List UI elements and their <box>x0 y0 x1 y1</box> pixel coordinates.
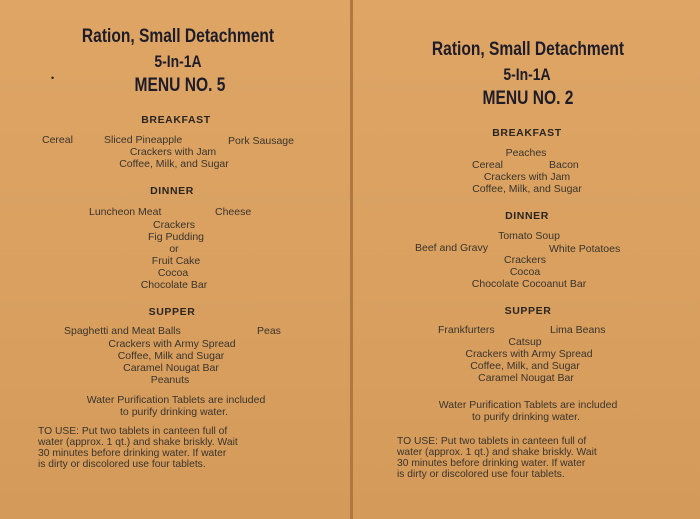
dinner-item: or <box>169 243 179 255</box>
supper-item: Frankfurters <box>438 324 495 336</box>
supper-item: Peanuts <box>150 374 190 386</box>
instructions-line: is dirty or discolored use four tablets. <box>38 459 206 470</box>
instructions-line: TO USE: Put two tablets in canteen full of <box>38 426 228 437</box>
bullet-mark: • <box>51 73 55 83</box>
dinner-item: Luncheon Meat <box>89 206 162 218</box>
breakfast-item: Pork Sausage <box>228 135 294 147</box>
menu-number: MENU NO. 5 <box>134 75 226 96</box>
instructions-line: water (approx. 1 qt.) and shake briskly. Wait <box>38 437 238 448</box>
dinner-item: Beef and Gravy <box>415 242 488 254</box>
water-note: to purify drinking water. <box>472 411 580 423</box>
instructions-line: 30 minutes before drinking water. If water <box>397 458 586 469</box>
menu-number: MENU NO. 2 <box>482 88 574 109</box>
supper-heading: SUPPER <box>504 305 552 317</box>
breakfast-item: Coffee, Milk, and Sugar <box>472 183 582 195</box>
supper-item: Caramel Nougat Bar <box>478 372 574 384</box>
ration-title: Ration, Small Detachment <box>81 26 275 47</box>
dinner-heading: DINNER <box>505 210 549 222</box>
ration-subtitle: 5-In-1A <box>503 65 551 84</box>
supper-item: Lima Beans <box>550 324 606 336</box>
breakfast-item: Bacon <box>549 159 579 171</box>
supper-item: Spaghetti and Meat Balls <box>64 325 181 337</box>
instructions-line: TO USE: Put two tablets in canteen full of <box>397 436 587 447</box>
instructions-line: is dirty or discolored use four tablets. <box>397 469 565 480</box>
instructions-line: water (approx. 1 qt.) and shake briskly. Wait <box>397 447 597 458</box>
supper-item: Peas <box>257 325 281 337</box>
supper-item: Crackers with Army Spread <box>465 348 593 360</box>
supper-item: Catsup <box>508 336 542 348</box>
breakfast-heading: BREAKFAST <box>492 127 562 139</box>
breakfast-item: Coffee, Milk, and Sugar <box>119 158 229 170</box>
breakfast-heading: BREAKFAST <box>141 114 211 126</box>
dinner-item: Tomato Soup <box>498 230 560 242</box>
breakfast-item: Cereal <box>472 159 503 171</box>
supper-heading: SUPPER <box>148 306 196 318</box>
water-note: Water Purification Tablets are included <box>86 394 266 406</box>
dinner-item: Fruit Cake <box>151 255 201 267</box>
dinner-heading: DINNER <box>150 185 194 197</box>
breakfast-item: Peaches <box>505 147 547 159</box>
breakfast-item: Crackers with Jam <box>483 171 571 183</box>
dinner-item: Cheese <box>215 206 252 218</box>
dinner-item: Cocoa <box>509 266 541 278</box>
dinner-item: White Potatoes <box>549 243 621 255</box>
dinner-item: Crackers <box>152 219 196 231</box>
breakfast-item: Sliced Pineapple <box>104 134 183 146</box>
supper-item: Crackers with Army Spread <box>108 338 236 350</box>
ration-subtitle: 5-In-1A <box>154 52 202 71</box>
breakfast-item: Crackers with Jam <box>129 146 217 158</box>
dinner-item: Fig Pudding <box>147 231 205 243</box>
menu-card-right <box>353 0 700 519</box>
dinner-item: Cocoa <box>157 267 189 279</box>
supper-item: Coffee, Milk, and Sugar <box>470 360 580 372</box>
dinner-item: Chocolate Bar <box>140 279 208 291</box>
instructions-line: 30 minutes before drinking water. If water <box>38 448 227 459</box>
supper-item: Caramel Nougat Bar <box>123 362 219 374</box>
breakfast-item: Cereal <box>42 134 73 146</box>
water-note: to purify drinking water. <box>120 406 228 418</box>
dinner-item: Crackers <box>503 254 547 266</box>
dinner-item: Chocolate Cocoanut Bar <box>471 278 587 290</box>
ration-title: Ration, Small Detachment <box>431 39 625 60</box>
water-note: Water Purification Tablets are included <box>438 399 618 411</box>
supper-item: Coffee, Milk and Sugar <box>117 350 225 362</box>
